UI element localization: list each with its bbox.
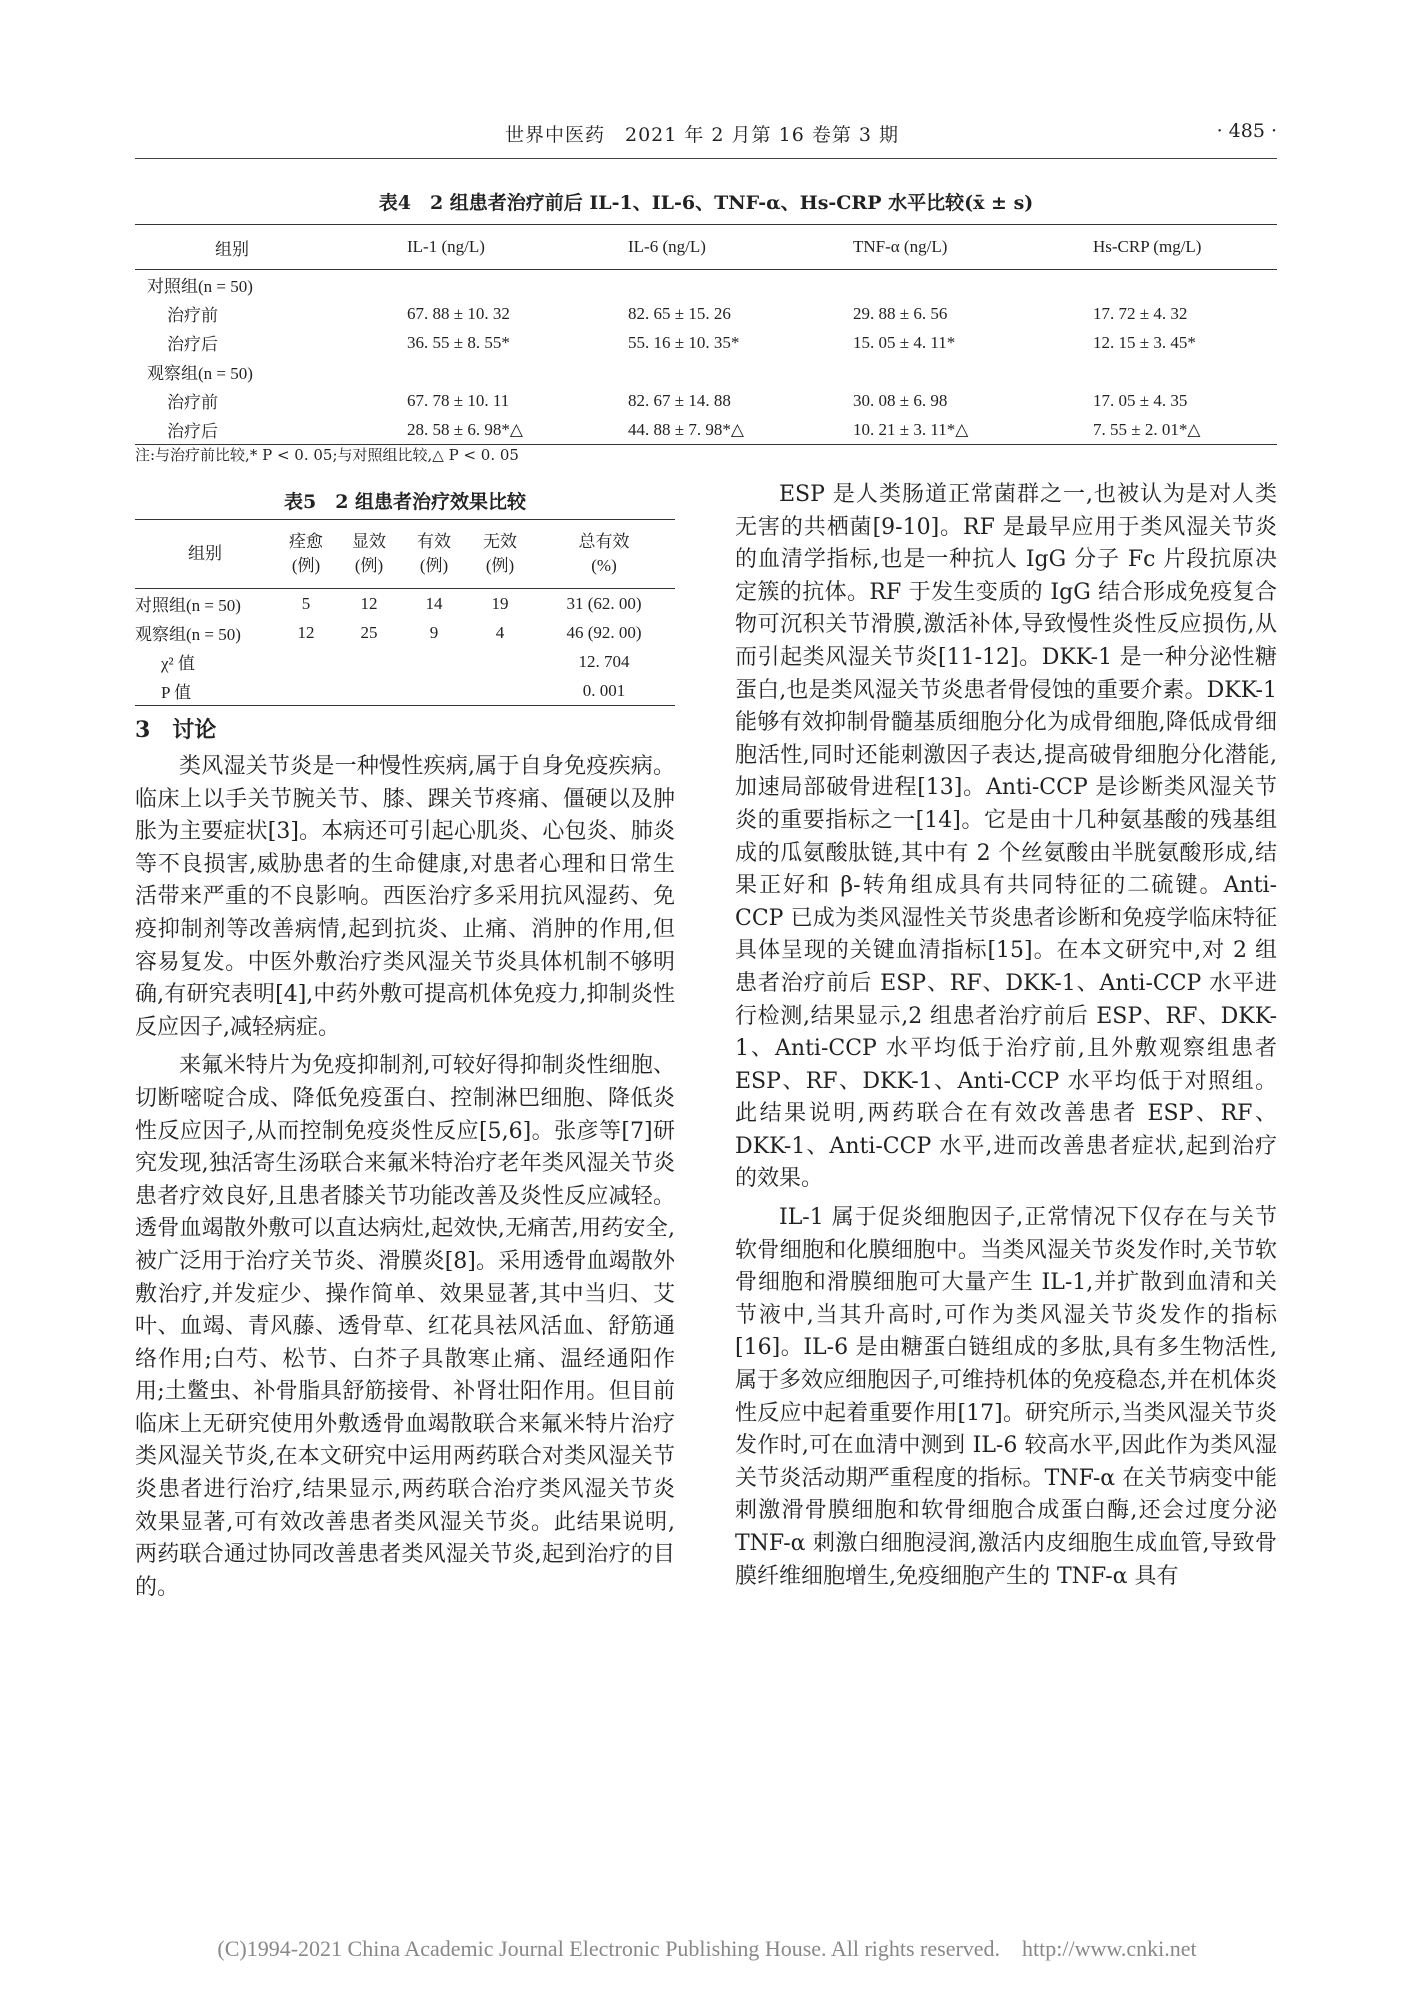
table5-cell [401, 676, 467, 706]
table5-cell: 12. 704 [578, 651, 630, 671]
table4-caption: 表4 2 组患者治疗前后 IL-1、IL-6、TNF-α、Hs-CRP 水平比较(x̄ ± s) [378, 192, 1034, 214]
table5-header-row [135, 520, 675, 589]
body-paragraph: 来氟米特片为免疫抑制剂,可较好得抑制炎性细胞、切断嘧啶合成、降低免疫蛋白、控制淋巴细胞、降低炎性反应因子,从而控制免疫炎性反应[5,6]。张彦等[7]研究发现,独活寄生汤联合来氟米特治疗老年类风湿关节炎患者疗效良好,且患者膝关节功能改善及炎性反应减轻。透骨血竭散外敷可以直达病灶,起效快,无痛苦,用药安全,被广泛用于治疗关节炎、滑膜炎[8]。采用透骨血竭散外敷治疗,并发症少、操作简单、效果显著,其中当归、艾叶、血竭、青风藤、透骨草、红花具祛风活血、舒筋通络作用;白芍、松节、白芥子具散寒止痛、温经通阳作用;土鳖虫、补骨脂具舒筋接骨、补肾壮阳作用。但目前临床上无研究使用外敷透骨血竭散联合来氟米特片治疗类风湿关节炎,在本文研究中运用两药联合对类风湿关节炎患者进行治疗,结果显示,两药联合治疗类风湿关节炎效果显著,可有效改善患者类风湿关节炎。此结果说明,两药联合通过协同改善患者类风湿关节炎,起到治疗的目的。 [135, 1053, 675, 1600]
table5-col-header-line: (例) [354, 556, 384, 575]
table5-cell: 0. 001 [533, 676, 675, 706]
table4-col-header: 组别 [135, 225, 375, 270]
table5-row-label: 对照组(n = 50) [135, 596, 241, 615]
table4-cell: 67. 88 ± 10. 32 [407, 303, 510, 323]
left-column [135, 751, 675, 1604]
table5-cell: 5 [301, 593, 311, 613]
table4-cell [608, 270, 833, 300]
table-row [135, 386, 1277, 415]
table5-cell [401, 647, 467, 676]
table5-row-label: P 值 [135, 676, 275, 706]
table5-cell: 25 [360, 622, 378, 642]
table4 [135, 224, 1277, 445]
table5-col-header-line: (例) [291, 556, 321, 575]
table4-row-label: 治疗后 [135, 415, 375, 445]
table4-cell: 15. 05 ± 4. 11* [853, 332, 956, 352]
table4-cell: 7. 55 ± 2. 01*△ [1063, 415, 1277, 445]
table4-cell [1063, 357, 1277, 386]
table5-cell: 46 (92. 00) [566, 622, 642, 642]
table5-cell [337, 647, 401, 676]
table5-cell [467, 647, 533, 676]
table5 [135, 519, 675, 706]
table5-cell [275, 647, 337, 676]
body-paragraph: ESP 是人类肠道正常菌群之一,也被认为是对人类无害的共栖菌[9-10]。RF 是最早应用于类风湿关节炎的血清学指标,也是一种抗人 IgG 分子 Fc 片段抗原决定簇的抗体。RF 于发生变质的 IgG 结合形成免疫复合物可沉积关节滑膜,激活补体,导致慢性炎性反应损伤,从而引起类风湿关节炎[11-12]。DKK-1 是一种分泌性糖蛋白,也是类风湿关节炎患者骨侵蚀的重要介素。DKK-1 能够有效抑制骨髓基质细胞分化为成骨细胞,降低成骨细胞活性,同时还能刺激因子表达,提高破骨细胞分化潜能,加速局部破骨进程[13]。Anti-CCP 是诊断类风湿关节炎的重要指标之一[14]。它是由十几种氨基酸的残基组成的瓜氨酸肽链,其中有 2 个丝氨酸由半胱氨酸形成,结果正好和 β-转角组成具有共同特征的二硫键。Anti-CCP 已成为类风湿性关节炎患者诊断和免疫学临床特征具体呈现的关键血清指标[15]。在本文研究中,对 2 组患者治疗前后 ESP、RF、DKK-1、Anti-CCP 水平进行检测,结果显示,2 组患者治疗前后 ESP、RF、DKK-1、Anti-CCP 水平均低于治疗前,且外敷观察组患者 ESP、RF、DKK-1、Anti-CCP 水平均低于对照组。此结果说明,两药联合在有效改善患者 ESP、RF、DKK-1、Anti-CCP 水平,进而改善患者症状,起到治疗的效果。 [735, 482, 1277, 1192]
table4-cell: 36. 55 ± 8. 55* [407, 332, 510, 352]
table4-col-header: TNF-α (ng/L) [833, 225, 1063, 270]
table4-cell: 55. 16 ± 10. 35* [628, 332, 740, 352]
table4-cell: 28. 58 ± 6. 98*△ [375, 415, 608, 445]
table5-cell: 9 [429, 622, 439, 642]
table4-col-header: IL-1 (ng/L) [375, 225, 608, 270]
table5-cell [337, 676, 401, 706]
table4-cell: 17. 05 ± 4. 35 [1093, 390, 1188, 410]
body-paragraph: IL-1 属于促炎细胞因子,正常情况下仅存在与关节软骨细胞和化膜细胞中。当类风湿关节炎发作时,关节软骨细胞和滑膜细胞可大量产生 IL-1,并扩散到血清和关节液中,当其升高时,可作为类风湿关节炎发作的指标[16]。IL-6 是由糖蛋白链组成的多肽,具有多生物活性,属于多效应细胞因子,可维持机体的免疫稳态,并在机体炎性反应中起着重要作用[17]。研究所示,当类风湿关节炎发作时,可在血清中测到 IL-6 较高水平,因此作为类风湿关节炎活动期严重程度的指标。TNF-α 在关节病变中能刺激滑骨膜细胞和软骨细胞合成蛋白酶,还会过度分泌 TNF-α 刺激白细胞浸润,激活内皮细胞生成血管,导致骨膜纤维细胞增生,免疫细胞产生的 TNF-α 具有 [735, 1205, 1277, 1589]
table4-cell: 17. 72 ± 4. 32 [1093, 303, 1188, 323]
journal-issue: 世界中医药 2021 年 2 月第 16 卷第 3 期 [505, 124, 899, 146]
table-row [135, 299, 1277, 328]
table5-col-header [275, 520, 337, 589]
right-column [735, 479, 1277, 1593]
table-row [135, 618, 675, 647]
table4-cell [833, 270, 1063, 300]
table-row [135, 328, 1277, 357]
table4-cell [608, 357, 833, 386]
table4-col-header: IL-6 (ng/L) [608, 225, 833, 270]
table4-cell: 44. 88 ± 7. 98*△ [608, 415, 833, 445]
table4-cell: 30. 08 ± 6. 98 [853, 390, 948, 410]
table4-cell: 82. 67 ± 14. 88 [628, 390, 731, 410]
table-row [135, 270, 1277, 300]
table5-cell: 31 (62. 00) [566, 593, 642, 613]
table5-cell: 4 [495, 622, 505, 642]
table5-col-header-line: (%) [591, 556, 617, 575]
table5-col-header [467, 520, 533, 589]
table5-col-header [337, 520, 401, 589]
table5-col-header-line: 有效 [417, 532, 451, 551]
table4-row-label: 治疗后 [167, 335, 218, 354]
header-rule [135, 158, 1277, 159]
table5-col-header [533, 520, 675, 589]
table5-col-header-line: 显效 [352, 532, 386, 551]
section-heading: 3 讨论 [135, 717, 217, 743]
table4-cell: 82. 65 ± 15. 26 [628, 303, 731, 323]
table-row [135, 676, 675, 706]
table-row [135, 589, 675, 619]
table4-cell [375, 357, 608, 386]
table-row [135, 647, 675, 676]
table5-row-label: χ² 值 [161, 654, 195, 673]
table4-cell [1063, 270, 1277, 300]
body-paragraph: 类风湿关节炎是一种慢性疾病,属于自身免疫疾病。临床上以手关节腕关节、膝、踝关节疼痛、僵硬以及肿胀为主要症状[3]。本病还可引起心肌炎、心包炎、肺炎等不良损害,威胁患者的生命健康,对患者心理和日常生活带来严重的不良影响。西医治疗多采用抗风湿药、免疫抑制剂等改善病情,起到抗炎、止痛、消肿的作用,但容易复发。中医外敷治疗类风湿关节炎具体机制不够明确,有研究表明[4],中药外敷可提高机体免疫力,抑制炎性反应因子,减轻病症。 [135, 754, 675, 1040]
table5-cell [467, 676, 533, 706]
table5-col-header-line: 组别 [188, 544, 222, 563]
table5-cell [275, 676, 337, 706]
table5-col-header [135, 520, 275, 589]
page-number: · 485 · [1216, 120, 1277, 142]
table4-cell [375, 270, 608, 300]
table4-row-label: 治疗前 [167, 393, 218, 412]
copyright-footer: (C)1994-2021 China Academic Journal Electronic Publishing House. All rights reserved. http://www.cnki.net [217, 1936, 1197, 1961]
table5-col-header-line: 无效 [483, 532, 517, 551]
table4-col-header: Hs-CRP (mg/L) [1063, 225, 1277, 270]
table5-row-label: 观察组(n = 50) [135, 625, 241, 644]
table4-cell: 10. 21 ± 3. 11*△ [833, 415, 1063, 445]
table4-cell: 29. 88 ± 6. 56 [853, 303, 948, 323]
table5-cell: 19 [491, 593, 509, 613]
table4-note: 注:与治疗前比较,* P < 0. 05;与对照组比较,△ P < 0. 05 [135, 446, 519, 464]
table4-cell [833, 357, 1063, 386]
table4-cell: 12. 15 ± 3. 45* [1093, 332, 1196, 352]
table-row [135, 415, 1277, 445]
table5-cell: 12 [360, 593, 378, 613]
table4-row-label: 对照组(n = 50) [147, 277, 253, 296]
table5-cell: 14 [425, 593, 443, 613]
table5-col-header-line: (例) [485, 556, 515, 575]
table5-caption: 表5 2 组患者治疗效果比较 [283, 491, 527, 513]
table4-row-label: 观察组(n = 50) [147, 364, 253, 383]
table5-cell: 12 [297, 622, 315, 642]
table5-col-header-line: (例) [419, 556, 449, 575]
table5-col-header-line: 痊愈 [289, 532, 323, 551]
table4-row-label: 治疗前 [167, 306, 218, 325]
table5-col-header-line: 总有效 [578, 532, 630, 551]
table4-cell: 67. 78 ± 10. 11 [407, 390, 510, 410]
table4-header-row [135, 225, 1277, 270]
table-row [135, 357, 1277, 386]
table5-col-header [401, 520, 467, 589]
running-header [135, 120, 1277, 154]
